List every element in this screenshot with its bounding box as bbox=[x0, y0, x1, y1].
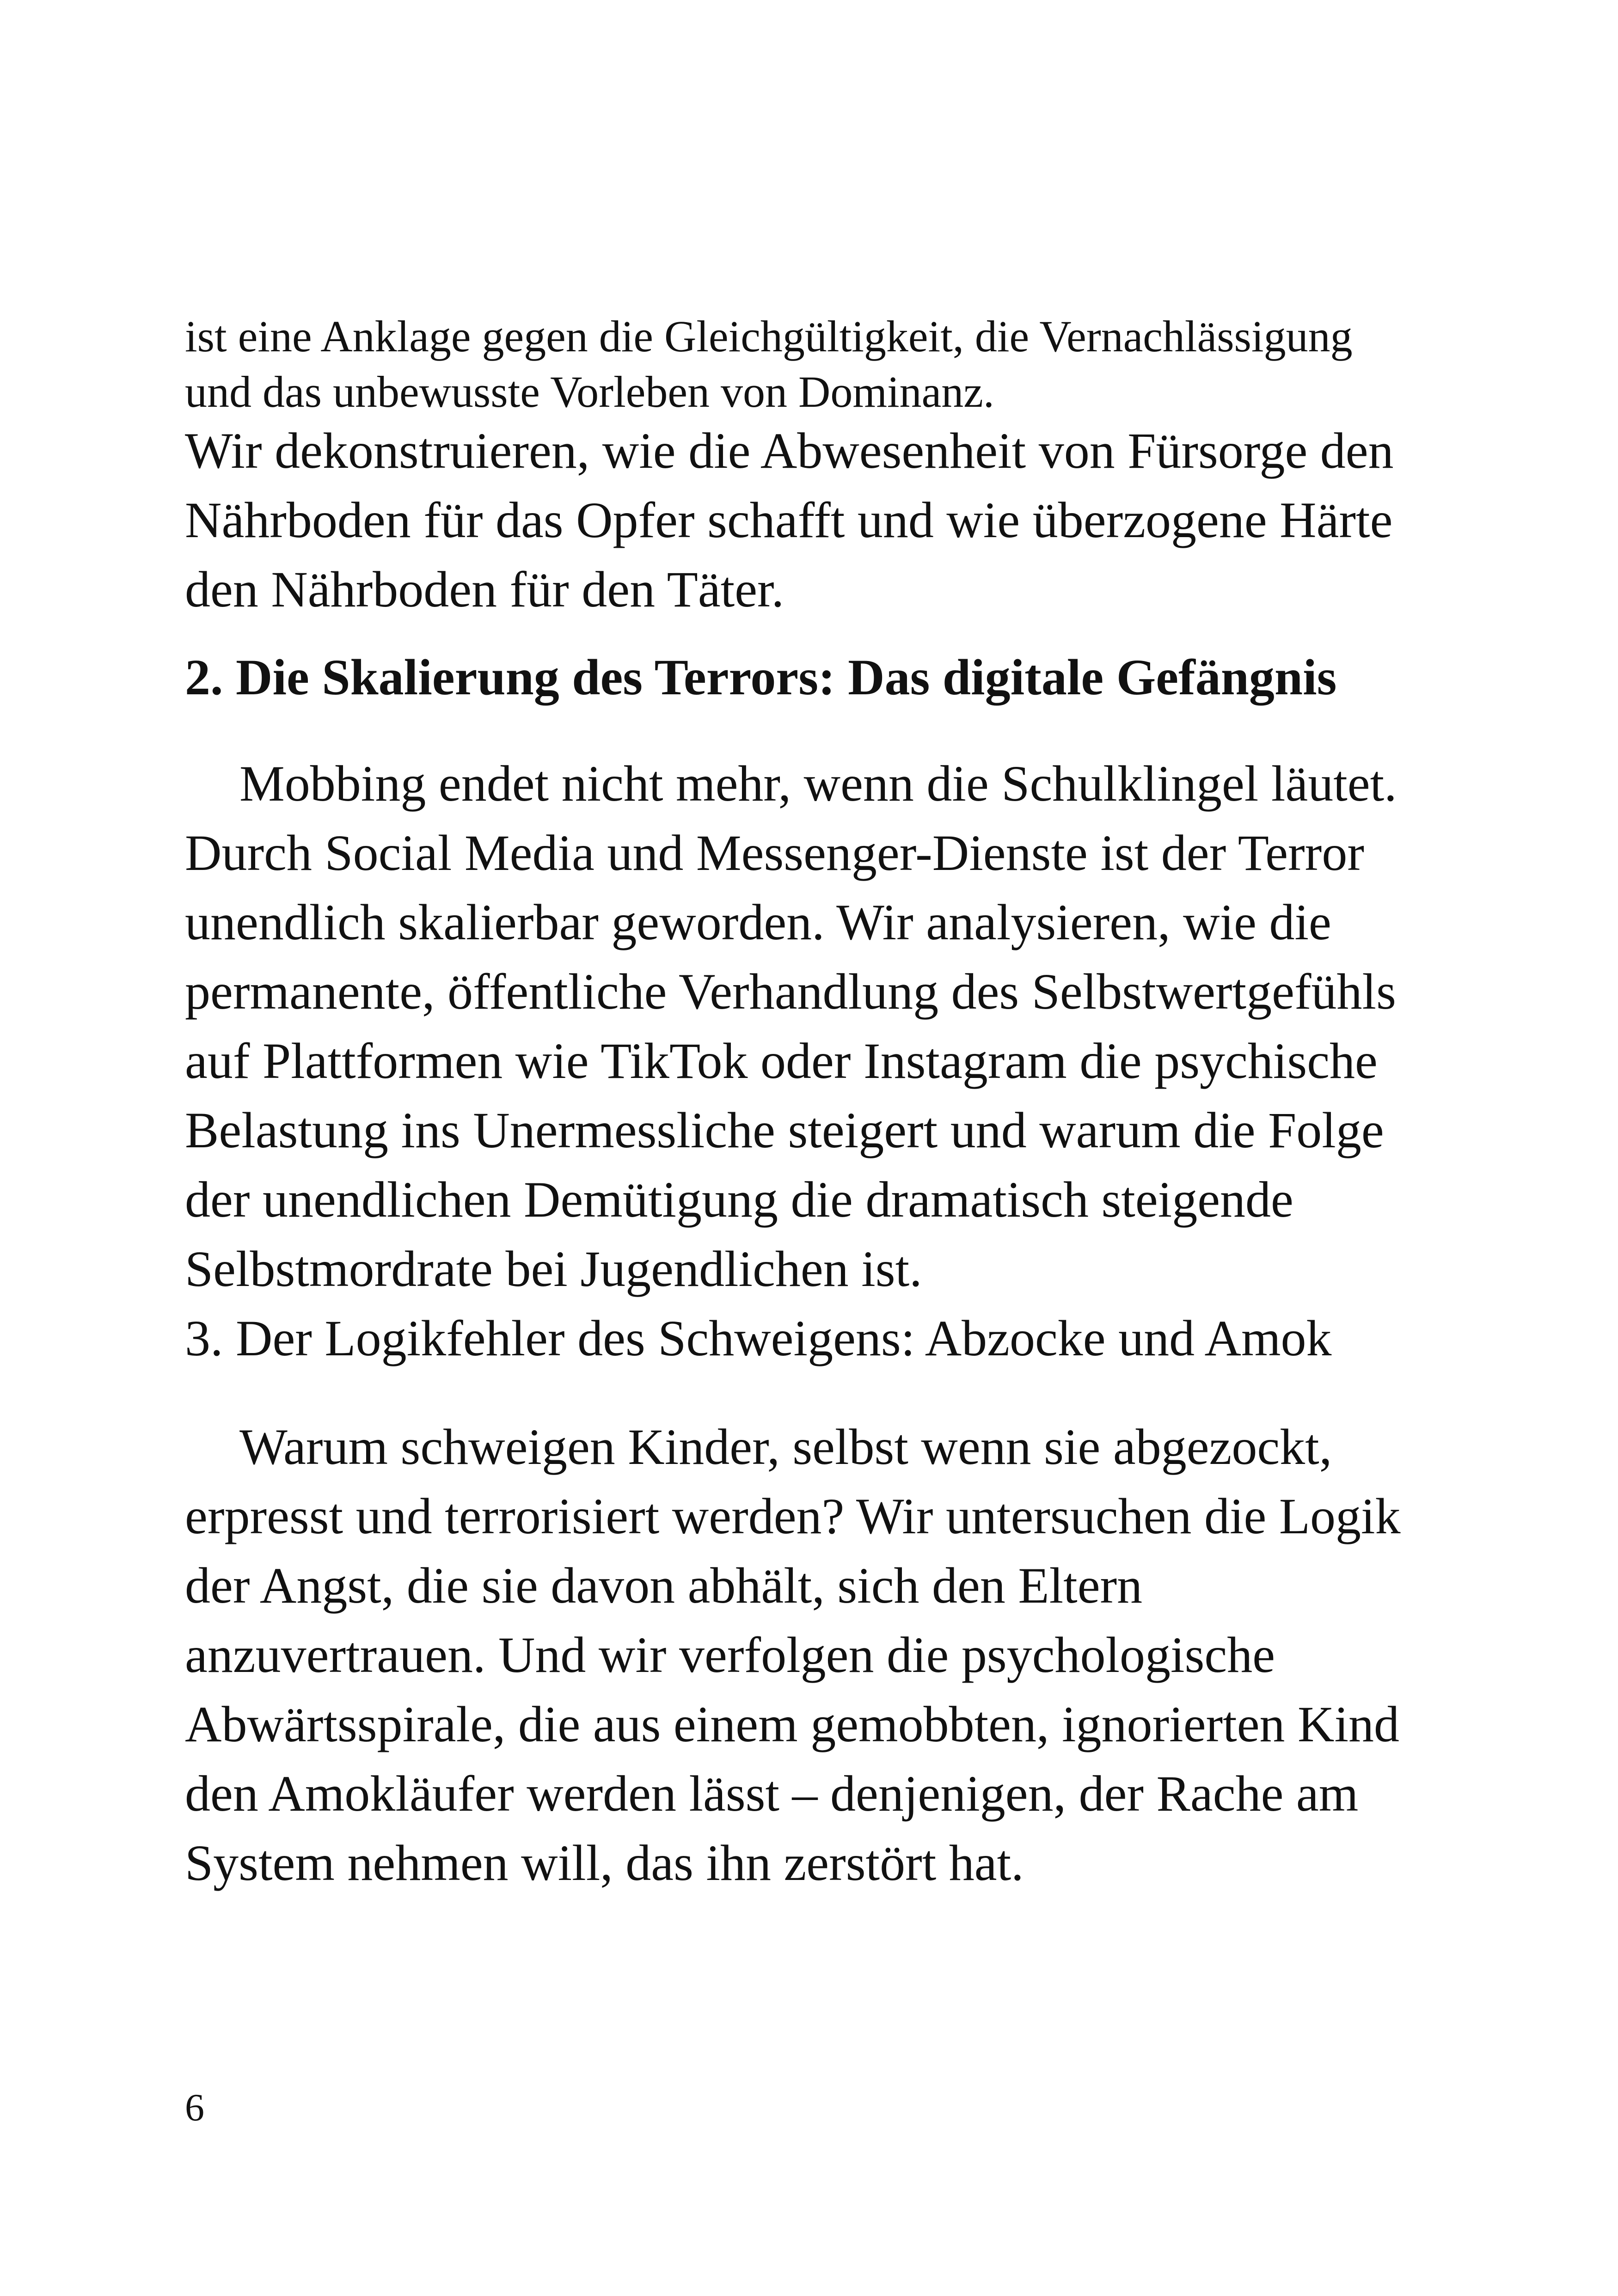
text-line: ist eine Anklage gegen die Gleichgültigkeit, die Vernachlässigung bbox=[185, 312, 1353, 361]
text-line: Belastung ins Unermessliche steigert und warum die Folge bbox=[185, 1102, 1384, 1158]
text-line: den Amokläufer werden lässt – denjenigen, der Rache am bbox=[185, 1765, 1359, 1822]
intro-paragraph bbox=[185, 416, 1442, 624]
text-line: Selbstmordrate bei Jugendlichen ist. bbox=[185, 1241, 922, 1297]
section-3-heading: 3. Der Logikfehler des Schweigens: Abzocke und Amok bbox=[185, 1310, 1332, 1366]
text-line: Durch Social Media und Messenger-Dienste ist der Terror bbox=[185, 825, 1364, 881]
section-2-heading: 2. Die Skalierung des Terrors: Das digitale Gefängnis bbox=[185, 649, 1337, 705]
text-line: unendlich skalierbar geworden. Wir analysieren, wie die bbox=[185, 894, 1331, 950]
text-line: System nehmen will, das ihn zerstört hat. bbox=[185, 1835, 1024, 1891]
intro-paragraph-small bbox=[185, 309, 1442, 420]
text-line: Warum schweigen Kinder, selbst wenn sie abgezockt, bbox=[239, 1419, 1332, 1475]
text-line: und das unbewusste Vorleben von Dominanz. bbox=[185, 367, 994, 416]
text-line: Mobbing endet nicht mehr, wenn die Schulklingel läutet. bbox=[239, 755, 1397, 812]
text-line: der unendlichen Demütigung die dramatisch steigende bbox=[185, 1171, 1293, 1228]
section-3-paragraph bbox=[185, 1412, 1442, 1898]
text-line: auf Plattformen wie TikTok oder Instagram die psychische bbox=[185, 1033, 1378, 1089]
page-number: 6 bbox=[185, 2086, 204, 2129]
text-line: anzuvertrauen. Und wir verfolgen die psychologische bbox=[185, 1627, 1275, 1683]
section-2-paragraph bbox=[185, 749, 1442, 1304]
text-line: der Angst, die sie davon abhält, sich den Eltern bbox=[185, 1557, 1143, 1614]
text-line: erpresst und terrorisiert werden? Wir untersuchen die Logik bbox=[185, 1488, 1401, 1544]
text-line: Wir dekonstruieren, wie die Abwesenheit von Fürsorge den bbox=[185, 422, 1394, 479]
text-line: permanente, öffentliche Verhandlung des Selbstwertgefühls bbox=[185, 963, 1396, 1020]
text-line: Abwärtsspirale, die aus einem gemobbten, ignorierten Kind bbox=[185, 1696, 1400, 1752]
text-line: Nährboden für das Opfer schafft und wie überzogene Härte bbox=[185, 492, 1393, 548]
text-line: den Nährboden für den Täter. bbox=[185, 561, 784, 618]
